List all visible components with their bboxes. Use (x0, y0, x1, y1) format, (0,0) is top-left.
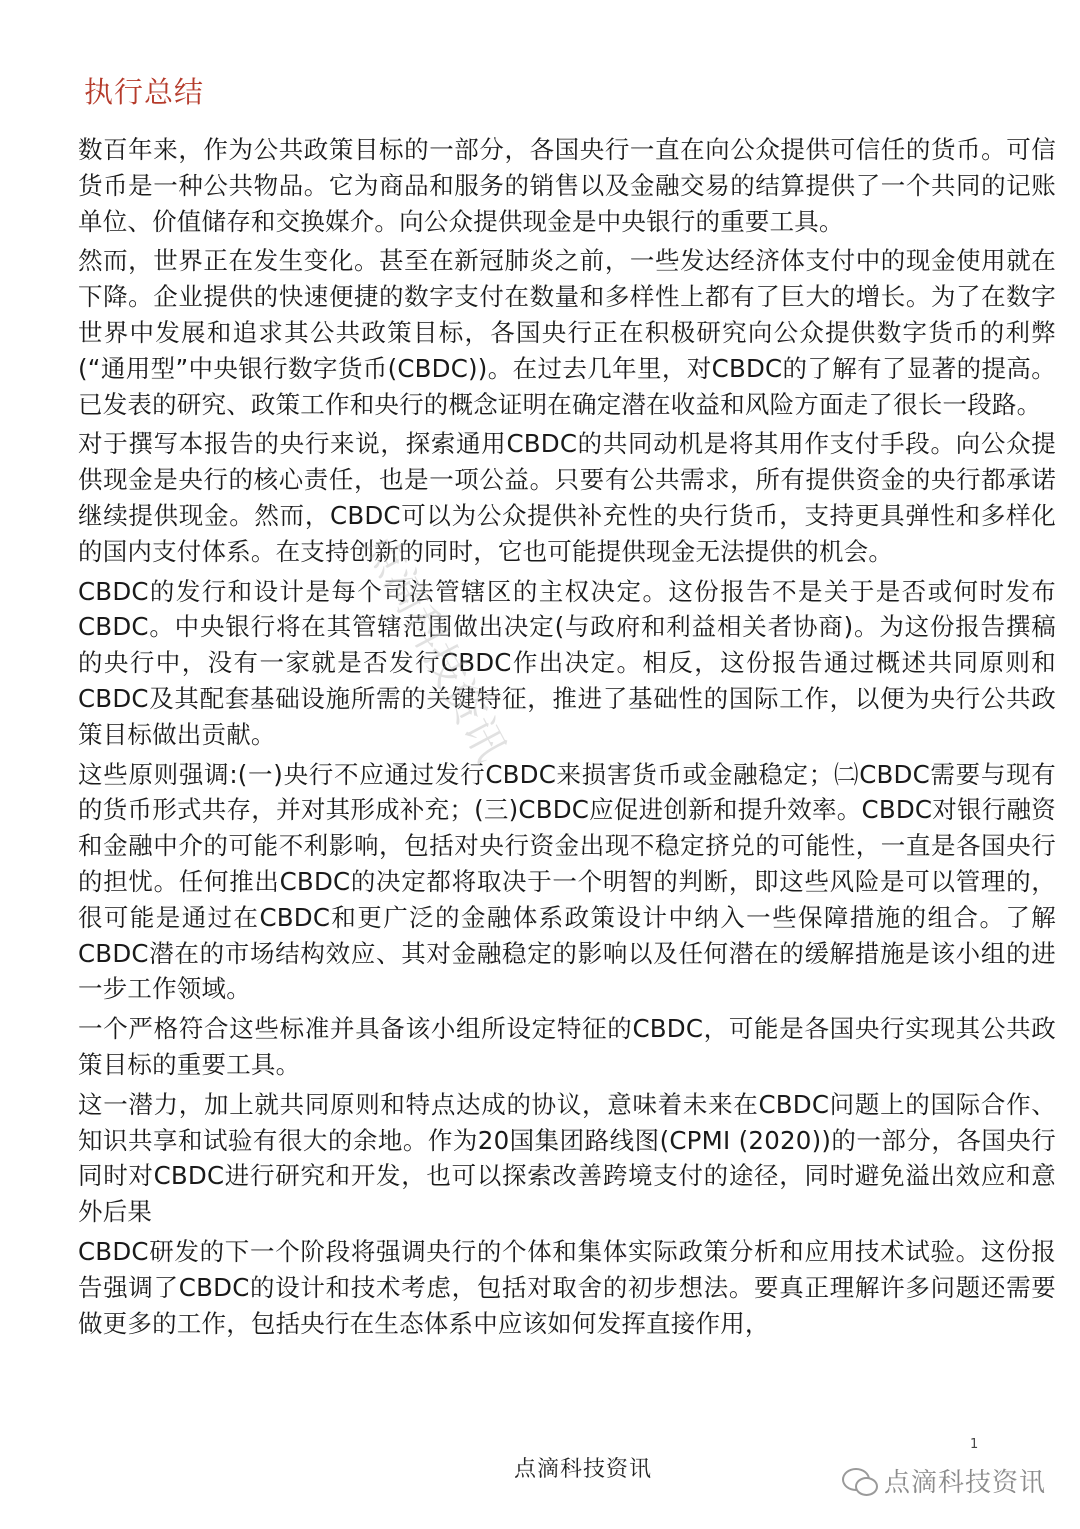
page-number: 1 (970, 1437, 979, 1452)
document-body (78, 132, 1056, 1345)
brand-label: 点滴科技资讯 (884, 1468, 1047, 1498)
paragraph-8: CBDC研发的下一个阶段将强调央行的个体和集体实际政策分析和应用技术试验。这份报告强调了CBDC的设计和技术考虑，包括对取舍的初步想法。要真正理解许多问题还需要做更多的工作，包括央行在生态体系中应该如何发挥直接作用， (78, 1236, 1056, 1338)
paragraph-6: 一个严格符合这些标准并具备该小组所设定特征的CBDC，可能是各国央行实现其公共政策目标的重要工具。 (78, 1014, 1056, 1079)
wechat-brand (842, 1462, 1046, 1499)
paragraph-7: 这一潜力，加上就共同原则和特点达成的协议，意味着未来在CBDC问题上的国际合作、知识共享和试验有很大的余地。作为20国集团路线图(CPMI (2020))的一部分，各国央行同时对CBDC进行研究和开发，也可以探索改善跨境支付的途径，同时避免溢出效应和意外后果 (78, 1089, 1056, 1227)
section-title: 执行总结 (84, 75, 205, 109)
paragraph-2: 然而，世界正在发生变化。甚至在新冠肺炎之前，一些发达经济体支付中的现金使用就在下降。企业提供的快速便捷的数字支付在数量和多样性上都有了巨大的增长。为了在数字世界中发展和追求其公共政策目标，各国央行正在积极研究向公众提供数字货币的利弊(“通用型”中央银行数字货币(CBDC))。在过去几年里，对CBDC的了解有了显著的提高。已发表的研究、政策工作和央行的概念证明在确定潜在收益和风险方面走了很长一段路。 (78, 246, 1056, 419)
watermark-text: 点滴科技资讯 (354, 523, 517, 770)
paragraph-4: CBDC的发行和设计是每个司法管辖区的主权决定。这份报告不是关于是否或何时发布CBDC。中央银行将在其管辖范围做出决定(与政府和利益相关者协商)。为这份报告撰稿的央行中，没有一家就是否发行CBDC作出决定。相反，这份报告通过概述共同原则和CBDC及其配套基础设施所需的关键特征，推进了基础性的国际工作，以便为央行公共政策目标做出贡献。 (78, 576, 1056, 749)
paragraph-1: 数百年来，作为公共政策目标的一部分，各国央行一直在向公众提供可信任的货币。可信货币是一种公共物品。它为商品和服务的销售以及金融交易的结算提供了一个共同的记账单位、价值储存和交换媒介。向公众提供现金是中央银行的重要工具。 (78, 135, 1056, 236)
paragraph-3: 对于撰写本报告的央行来说，探索通用CBDC的共同动机是将其用作支付手段。向公众提供现金是央行的核心责任，也是一项公益。只要有公共需求，所有提供资金的央行都承诺继续提供现金。然而，CBDC可以为公众提供补充性的央行货币，支持更具弹性和多样化的国内支付体系。在支持创新的同时，它也可能提供现金无法提供的机会。 (78, 429, 1056, 566)
paragraph-5: 这些原则强调:(一)央行不应通过发行CBDC来损害货币或金融稳定；㈡CBDC需要与现有的货币形式共存，并对其形成补充；(三)CBDC应促进创新和提升效率。CBDC对银行融资和金融中介的可能不利影响，包括对央行资金出现不稳定挤兑的可能性，一直是各国央行的担忧。任何推出CBDC的决定都将取决于一个明智的判断，即这些风险是可以管理的，很可能是通过在CBDC和更广泛的金融体系政策设计中纳入一些保障措施的组合。了解CBDC潜在的市场结构效应、其对金融稳定的影响以及任何潜在的缓解措施是该小组的进一步工作领域。 (78, 759, 1056, 1004)
page-footer: 点滴科技资讯 (514, 1457, 653, 1482)
wechat-icon (842, 1466, 878, 1496)
